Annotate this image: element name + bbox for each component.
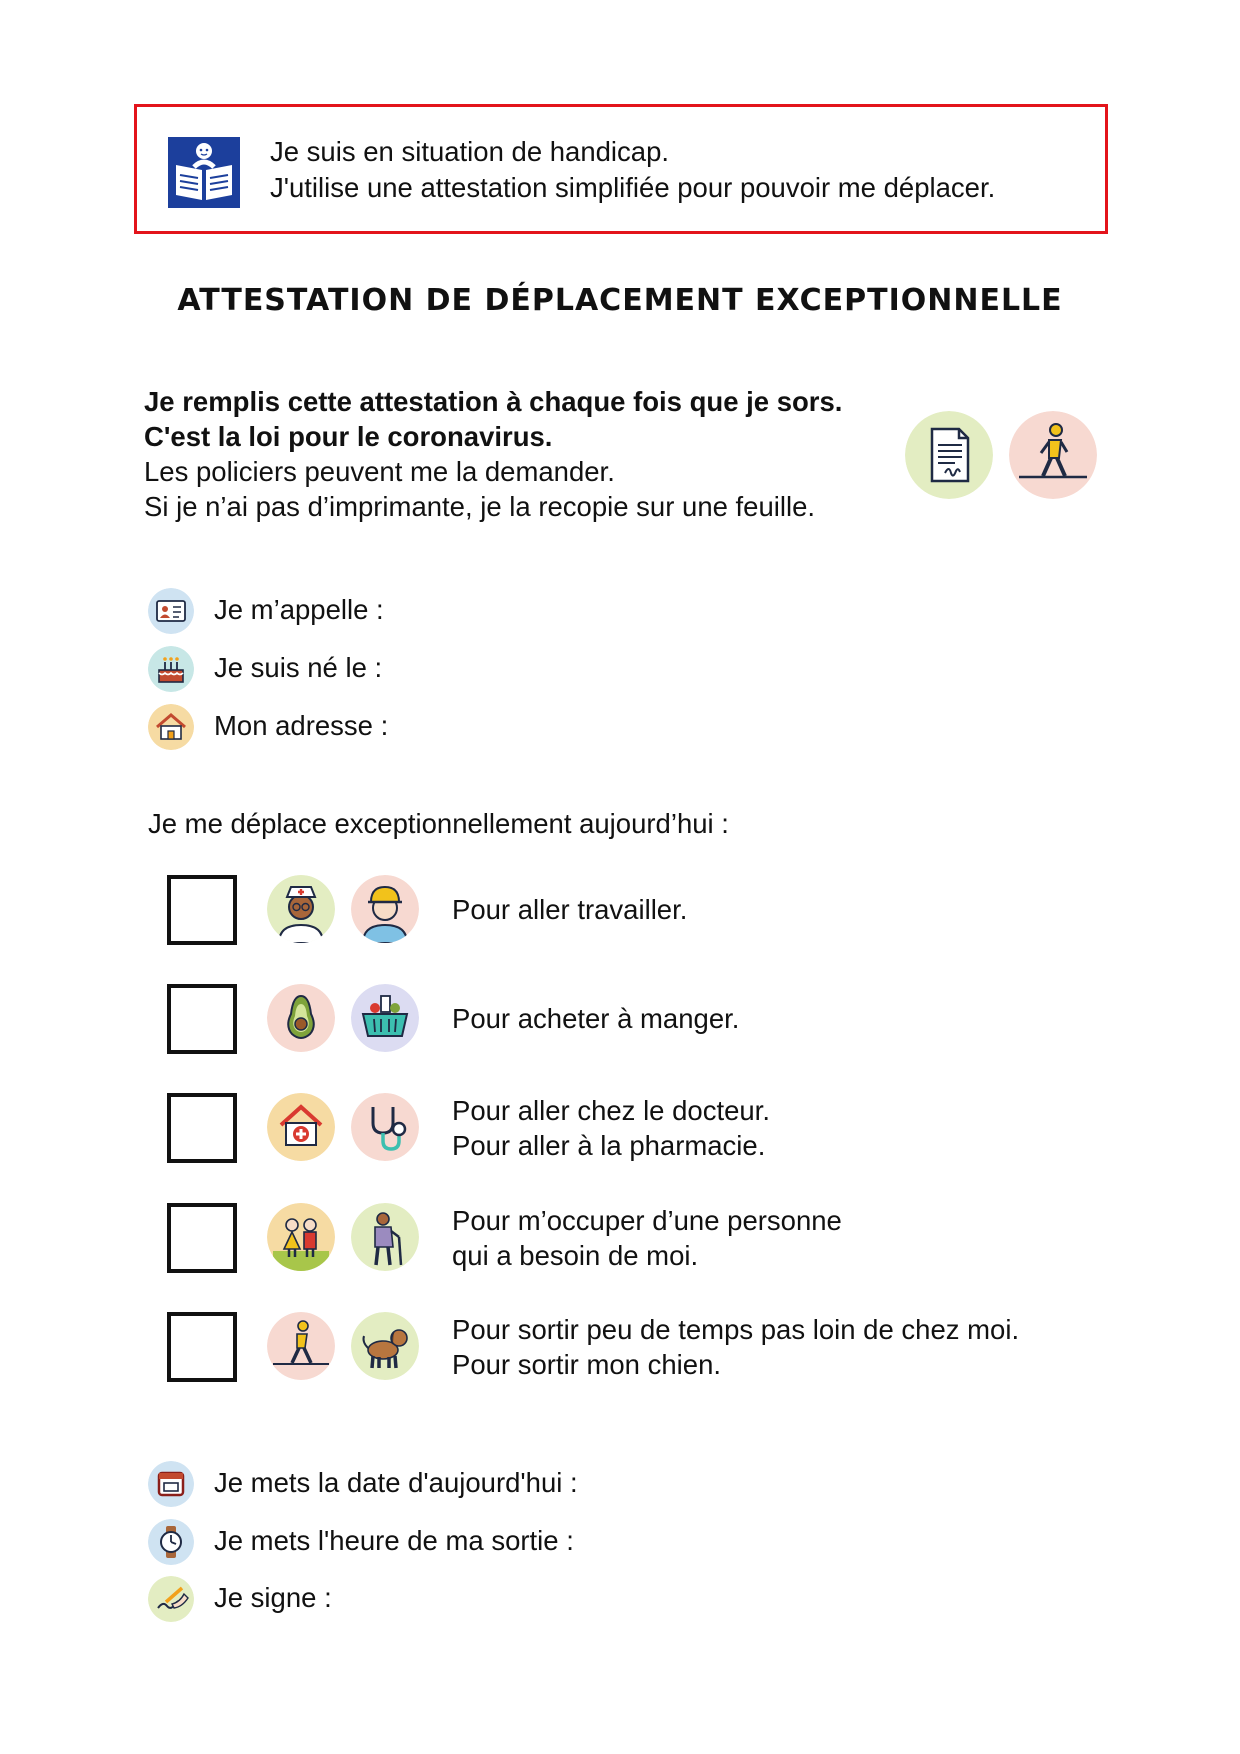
banner-text [270, 134, 995, 206]
dog-icon [351, 1312, 419, 1380]
reason-health [167, 1093, 1117, 1165]
avocado-icon [267, 984, 335, 1052]
signed-document-icon [905, 411, 993, 499]
reason-text [452, 1312, 1019, 1382]
reason-line: qui a besoin de moi. [452, 1240, 699, 1271]
reason-line: Pour aller travailler. [452, 894, 688, 925]
reason-outing-checkbox[interactable] [167, 1312, 237, 1382]
field-label: Je mets l'heure de ma sortie : [214, 1525, 574, 1556]
watch-icon [148, 1519, 194, 1565]
reasons-heading: Je me déplace exceptionnellement aujourd’hui : [148, 808, 729, 839]
signing-hand-icon [148, 1576, 194, 1622]
intro-bold-line-2: C'est la loi pour le coronavirus. [144, 421, 553, 452]
field-label: Mon adresse : [214, 710, 389, 741]
banner-line-1: Je suis en situation de handicap. [270, 136, 670, 167]
reason-care-checkbox[interactable] [167, 1203, 237, 1273]
reason-text [452, 1001, 739, 1036]
children-icon [267, 1203, 335, 1271]
intro-line-1: Les policiers peuvent me la demander. [144, 456, 615, 487]
field-label: Je m’appelle : [214, 594, 384, 625]
reason-work-checkbox[interactable] [167, 875, 237, 945]
walking-person-icon [1009, 411, 1097, 499]
reason-food-checkbox[interactable] [167, 984, 237, 1054]
construction-worker-icon [351, 875, 419, 943]
hospital-icon [267, 1093, 335, 1161]
reason-line: Pour m’occuper d’une personne [452, 1205, 842, 1236]
calendar-icon [148, 1461, 194, 1507]
stethoscope-icon [351, 1093, 419, 1161]
elderly-person-icon [351, 1203, 419, 1271]
birthday-cake-icon [148, 646, 194, 692]
intro-bold-line-1: Je remplis cette attestation à chaque fois que je sors. [144, 386, 843, 417]
reason-text [452, 892, 687, 927]
reason-line: Pour acheter à manger. [452, 1003, 740, 1034]
reason-line: Pour aller chez le docteur. [452, 1095, 770, 1126]
easy-to-read-logo [168, 137, 240, 208]
banner-line-2: J'utilise une attestation simplifiée pour pouvoir me déplacer. [270, 172, 996, 203]
reason-text [452, 1203, 842, 1273]
reason-outing [167, 1312, 1117, 1384]
reason-line: Pour aller à la pharmacie. [452, 1130, 766, 1161]
easy-read-banner [134, 104, 1108, 234]
reason-text [452, 1093, 770, 1163]
id-card-icon [148, 588, 194, 634]
grocery-basket-icon [351, 984, 419, 1052]
intro-line-2: Si je n’ai pas d’imprimante, je la recopie sur une feuille. [144, 491, 816, 522]
field-label: Je suis né le : [214, 652, 383, 683]
house-icon [148, 704, 194, 750]
intro-text [144, 384, 842, 524]
document-title: ATTESTATION DE DÉPLACEMENT EXCEPTIONNELLE [177, 283, 1063, 318]
field-label: Je signe : [214, 1582, 332, 1613]
reason-line: Pour sortir mon chien. [452, 1349, 721, 1380]
reason-health-checkbox[interactable] [167, 1093, 237, 1163]
nurse-icon [267, 875, 335, 943]
reason-line: Pour sortir peu de temps pas loin de chez moi. [452, 1314, 1020, 1345]
walking-person-icon [267, 1312, 335, 1380]
field-label: Je mets la date d'aujourd'hui : [214, 1467, 578, 1498]
reason-work [167, 875, 1117, 947]
reason-food [167, 984, 1117, 1056]
reason-care [167, 1203, 1117, 1275]
